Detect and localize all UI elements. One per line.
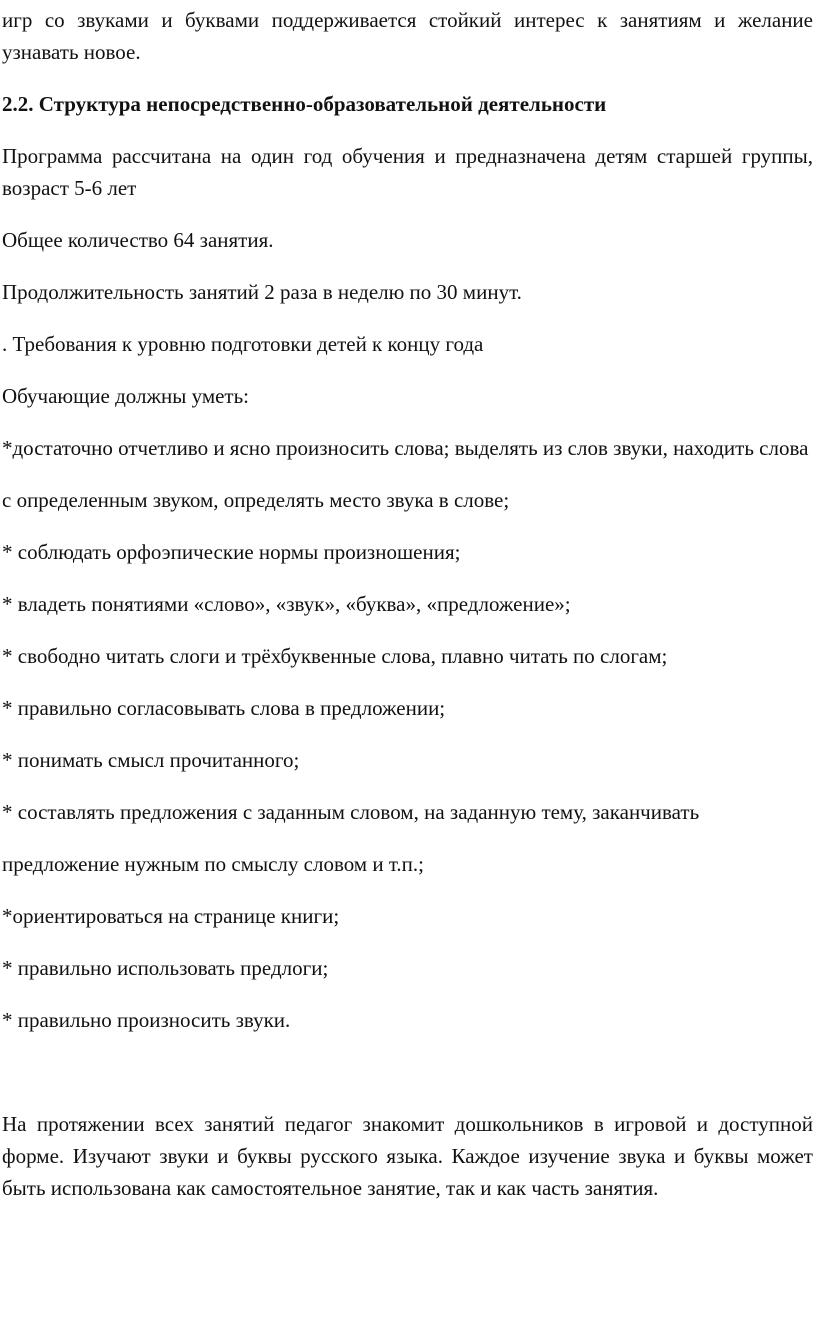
program-paragraph: Программа рассчитана на один год обучения и предназначена детям старшей группы, возраст 5-6 лет xyxy=(2,144,813,200)
skill-item: * правильно произносить звуки. xyxy=(2,1008,291,1032)
skill-item: * владеть понятиями «слово», «звук», «буква», «предложение»; xyxy=(2,592,571,616)
skill-item: * составлять предложения с заданным словом, на заданную тему, заканчивать xyxy=(2,800,700,824)
skill-item: * правильно использовать предлоги; xyxy=(2,956,329,980)
skill-item: предложение нужным по смыслу словом и т.п.; xyxy=(2,852,425,876)
skill-item: с определенным звуком, определять место звука в слове; xyxy=(2,488,510,512)
skill-item: * соблюдать орфоэпические нормы произношения; xyxy=(2,540,461,564)
document-page xyxy=(0,4,816,1317)
total-paragraph: Общее количество 64 занятия. xyxy=(2,228,274,252)
skill-item: * правильно согласовывать слова в предложении; xyxy=(2,696,446,720)
must-paragraph: Обучающие должны уметь: xyxy=(2,384,250,408)
closing-paragraph: На протяжении всех занятий педагог знакомит дошкольников в игровой и доступной форме. Изучают звуки и буквы русского языка. Каждое изучение звука и буквы может быть использована как самостоятельное занятие, так и как часть занятия. xyxy=(2,1112,813,1200)
intro-paragraph: игр со звуками и буквами поддерживается стойкий интерес к занятиям и желание узнавать новое. xyxy=(2,8,813,64)
skill-item: *достаточно отчетливо и ясно произносить слова; выделять из слов звуки, находить слова xyxy=(2,436,809,460)
requirements-paragraph: . Требования к уровню подготовки детей к концу года xyxy=(2,332,484,356)
section-heading: 2.2. Структура непосредственно-образовательной деятельности xyxy=(2,92,607,116)
duration-paragraph: Продолжительность занятий 2 раза в неделю по 30 минут. xyxy=(2,280,522,304)
skill-item: *ориентироваться на странице книги; xyxy=(2,904,340,928)
skill-item: * свободно читать слоги и трёхбуквенные слова, плавно читать по слогам; xyxy=(2,644,668,668)
skill-item: * понимать смысл прочитанного; xyxy=(2,748,300,772)
